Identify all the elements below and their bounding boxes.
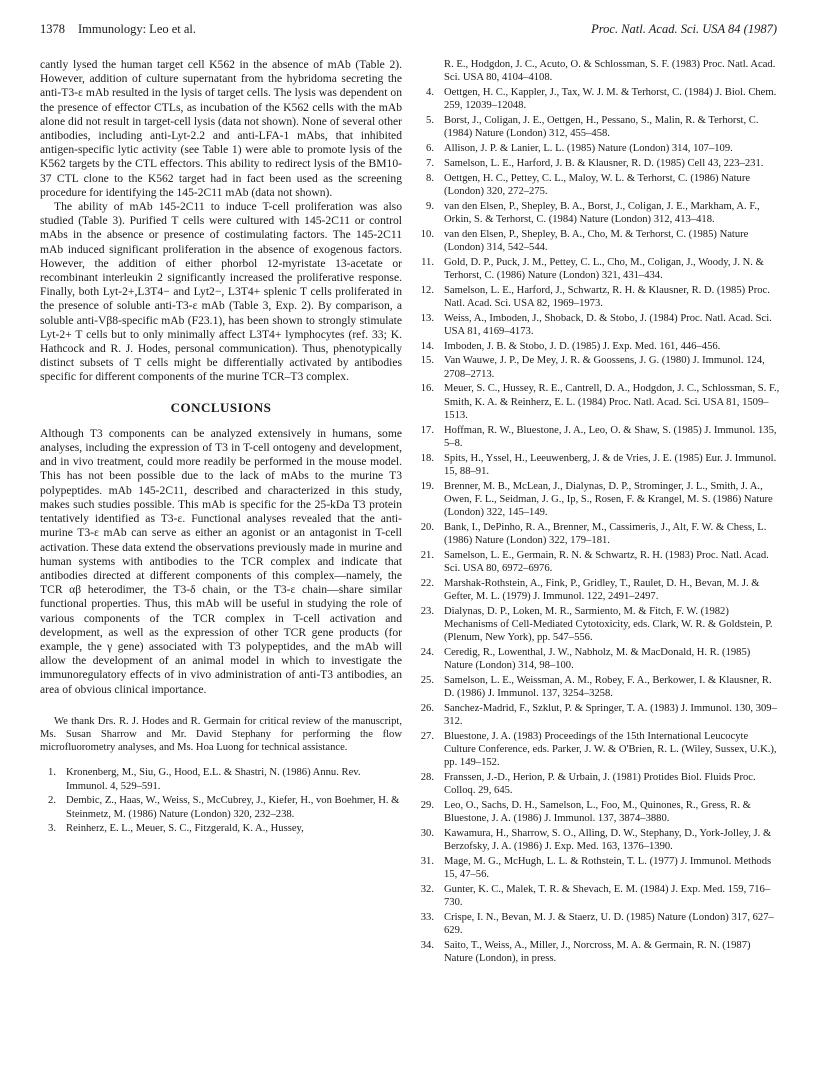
reference-item-continued: R. E., Hodgdon, J. C., Acuto, O. & Schlossman, S. F. (1983) Proc. Natl. Acad. Sci. USA 80, 4104–4108. bbox=[444, 59, 776, 84]
reference-item: 8. Oettgen, H. C., Pettey, C. L., Maloy, W. L. & Terhorst, C. (1986) Nature (London) 320, 272–275. bbox=[426, 172, 751, 197]
reference-item: 17. Hoffman, R. W., Bluestone, J. A., Leo, O. & Shaw, S. (1985) J. Immunol. 135, 5–8. bbox=[420, 424, 777, 449]
paragraph-conclusions: Although T3 components can be analyzed extensively in humans, some analyses, including the expression of T3 in T-cell ontogeny and development, and in vivo treatment, could more readily be performed in the mouse model. This has not been possible due to the lack of mAbs to the murine T3 polypeptides. mAb 145-2C11, described and characterized in this study, makes such studies possible. This mAb is specific for the 25-kDa T3 protein tentatively identified as T3-ε. Functional analyses revealed that the anti-murine T3-ε mAb can serve as either an agonist or an antagonist in T-cell activation. These data extend the observations previously made in murine and human systems with antibodies to the TCR complex and indicate that antibodies directed at different components of this complex—namely, the TCR αβ heterodimer, the T3-δ chain, or the T3-ε chain—share similar functional properties. Thus, this mAb will be useful in studying the role of various components of the TCR complex in T-cell activation and development, as well as the expression of other TCR gene products (for example, the γ gene) associated with T3 polypeptides, and the mAb will allow the development of an animal model in which to investigate the immunoregulatory effects of in vivo administration of anti-T3 antibodies, an area of obvious clinical importance. bbox=[40, 426, 402, 696]
reference-item: 18. Spits, H., Yssel, H., Leeuwenberg, J. & de Vries, J. E. (1985) Eur. J. Immunol. 15, 88–91. bbox=[420, 452, 777, 477]
reference-item: 12. Samelson, L. E., Harford, J., Schwartz, R. H. & Klausner, R. D. (1985) Proc. Natl. Acad. Sci. USA 82, 1969–1973. bbox=[420, 284, 770, 309]
paragraph-lysis: cantly lysed the human target cell K562 in the absence of mAb (Table 2). However, addition of culture supernatant from the hybridoma secreting the anti-T3-ε mAb resulted in the lysis of target cells. The lysis was dependent on the presence of effector CTLs, as incubation of the K562 cells with the mAb alone did not result in target-cell lysis (data not shown). None of several other antibodies, including anti-Lyt-2.2 and anti-LFA-1 mAbs, that inhibited antigen-specific lytic activity (see Table 1) were able to promote lysis of the K562 targets by the CTL effectors. This ability to redirect lysis of the BM10-37 CTL clone to the K562 target had in fact been used as the screening procedure for identifying the 145-2C11 mAb (data not shown). bbox=[40, 58, 402, 199]
conclusions-heading: CONCLUSIONS bbox=[170, 399, 272, 415]
reference-item: 15. Van Wauwe, J. P., De Mey, J. R. & Goossens, J. G. (1980) J. Immunol. 124, 2708–2713. bbox=[420, 355, 765, 380]
reference-item: 20. Bank, I., DePinho, R. A., Brenner, M., Cassimeris, J., Alt, F. W. & Chess, L. (1986) Nature (London) 322, 179–181. bbox=[420, 521, 767, 546]
reference-item: 4. Oettgen, H. C., Kappler, J., Tax, W. J. M. & Terhorst, C. (1984) J. Biol. Chem. 259, 12039–12048. bbox=[426, 87, 777, 112]
running-header bbox=[40, 22, 777, 42]
section-title: Immunology: Leo et al. bbox=[78, 22, 197, 36]
page-number: 1378 bbox=[40, 22, 65, 36]
reference-item: 23. Dialynas, D. P., Loken, M. R., Sarmiento, M. & Fitch, F. W. (1982) Mechanisms of Cell-Mediated Cytotoxicity, eds. Clark, W. R. & Goldstein, P. (Plenum, New York), pp. 547–556. bbox=[420, 605, 773, 644]
reference-item: 25. Samelson, L. E., Weissman, A. M., Robey, F. A., Berkower, I. & Klausner, R. D. (1986) J. Immunol. 137, 3254–3258. bbox=[420, 675, 772, 700]
left-column bbox=[40, 58, 402, 837]
reference-item: 32. Gunter, K. C., Malek, T. R. & Shevach, E. M. (1984) J. Exp. Med. 159, 716–730. bbox=[420, 884, 771, 909]
reference-item: 7. Samelson, L. E., Harford, J. B. & Klausner, R. D. (1985) Cell 43, 223–231. bbox=[426, 157, 764, 169]
reference-item: 14. Imboden, J. B. & Stobo, J. D. (1985) J. Exp. Med. 161, 446–456. bbox=[420, 340, 721, 352]
reference-item: 29. Leo, O., Sachs, D. H., Samelson, L., Foo, M., Quinones, R., Gress, R. & Bluestone, J. A. (1986) J. Immunol. 137, 3874–3880. bbox=[420, 800, 751, 825]
reference-item: 9. van den Elsen, P., Shepley, B. A., Borst, J., Coligan, J. E., Markham, A. F., Orkin, S. & Terhorst, C. (1984) Nature (London) 312, 413–418. bbox=[426, 200, 760, 225]
reference-item: 28. Franssen, J.-D., Herion, P. & Urbain, J. (1981) Protides Biol. Fluids Proc. Colloq. 29, 645. bbox=[420, 772, 756, 797]
acknowledgment: We thank Drs. R. J. Hodes and R. Germain for critical review of the manuscript, Ms. Susan Sharrow and Mr. David Stephany for performing the flow microfluorometry analyses, and Ms. Hoa Luong for technical assistance. bbox=[40, 715, 402, 754]
reference-list-left bbox=[40, 766, 402, 835]
right-column bbox=[418, 58, 780, 967]
reference-item: 3. Reinherz, E. L., Meuer, S. C., Fitzgerald, K. A., Hussey, bbox=[48, 823, 304, 835]
reference-item: 1. Kronenberg, M., Siu, G., Hood, E.L. & Shastri, N. (1986) Annu. Rev. Immunol. 4, 529–591. bbox=[48, 767, 361, 792]
reference-item: 16. Meuer, S. C., Hussey, R. E., Cantrell, D. A., Hodgdon, J. C., Schlossman, S. F., Smith, K. A. & Reinherz, E. L. (1984) Proc. Natl. Acad. Sci. USA 81, 1509–1513. bbox=[420, 383, 780, 421]
reference-item: 21. Samelson, L. E., Germain, R. N. & Schwartz, R. H. (1983) Proc. Natl. Acad. Sci. USA 80, 6972–6976. bbox=[420, 549, 769, 574]
reference-item: 27. Bluestone, J. A. (1983) Proceedings of the 15th International Leucocyte Culture Conference, eds. Parker, J. W. & O'Brien, R. L. (Wiley, Sussex, U.K.), pp. 149–152. bbox=[420, 731, 777, 769]
reference-item: 33. Crispe, I. N., Bevan, M. J. & Staerz, U. D. (1985) Nature (London) 317, 627–629. bbox=[420, 912, 774, 937]
reference-item: 10. van den Elsen, P., Shepley, B. A., Cho, M. & Terhorst, C. (1985) Nature (London) 314, 542–544. bbox=[420, 228, 749, 253]
reference-item: 13. Weiss, A., Imboden, J., Shoback, D. & Stobo, J. (1984) Proc. Natl. Acad. Sci. USA 81, 4169–4173. bbox=[420, 312, 772, 337]
reference-item: 19. Brenner, M. B., McLean, J., Dialynas, D. P., Strominger, J. L., Smith, J. A., Owen, F. L., Seidman, J. G., Ip, S., Rosen, F. & Krangel, M. S. (1986) Nature (London) 322, 145–149. bbox=[420, 480, 773, 518]
reference-item: 5. Borst, J., Coligan, J. E., Oettgen, H., Pessano, S., Malin, R. & Terhorst, C. (1984) Nature (London) 312, 455–458. bbox=[426, 115, 759, 140]
reference-item: 24. Ceredig, R., Lowenthal, J. W., Nabholz, M. & MacDonald, H. R. (1985) Nature (London) 314, 98–100. bbox=[420, 647, 751, 672]
reference-item: 11. Gold, D. P., Puck, J. M., Pettey, C. L., Cho, M., Coligan, J., Woody, J. N. & Terhorst, C. (1986) Nature (London) 321, 431–434. bbox=[421, 256, 764, 281]
paragraph-proliferation: The ability of mAb 145-2C11 to induce T-cell proliferation was also studied (Table 3). Purified T cells were cultured with 145-2C11 or control mAbs in the absence or presence of costimulating factors. The 145-2C11 mAb induced significant proliferation in the absence of exogenous factors. However, the addition of either phorbol 12-myristate 13-acetate or recombinant interleukin 2 significantly increased the proliferative response. Finally, both Lyt-2+,L3T4− and Lyt2−, L3T4+ splenic T cells proliferated in the presence of soluble anti-T3-ε mAb (Table 3, Exp. 2). By comparison, a soluble anti-Vβ8-specific mAb (F23.1), has been shown to strongly stimulate Lyt-2+ T cells but to only minimally affect L3T4+ lymphocytes (ref. 33; K. Hathcock and R. J. Hodes, personal communication). Thus, phenotypically distinct subsets of T cells might be differentially activated by antibodies specific for different components of the murine TCR–T3 complex. bbox=[40, 200, 402, 384]
reference-list-right bbox=[418, 58, 780, 966]
reference-item: 6. Allison, J. P. & Lanier, L. L. (1985) Nature (London) 314, 107–109. bbox=[426, 143, 733, 154]
reference-item: 31. Mage, M. G., McHugh, L. L. & Rothstein, T. L. (1977) J. Immunol. Methods 15, 47–56. bbox=[420, 856, 772, 881]
reference-item: 30. Kawamura, H., Sharrow, S. O., Alling, D. W., Stephany, D., York-Jolley, J. & Berzofsky, J. A. (1986) J. Exp. Med. 163, 1376–1390. bbox=[420, 828, 772, 853]
reference-item: 26. Sanchez-Madrid, F., Szklut, P. & Springer, T. A. (1983) J. Immunol. 130, 309–312. bbox=[420, 703, 777, 728]
reference-item: 34. Saito, T., Weiss, A., Miller, J., Norcross, M. A. & Germain, R. N. (1987) Nature (London), in press. bbox=[420, 940, 751, 965]
journal-citation: Proc. Natl. Acad. Sci. USA 84 (1987) bbox=[591, 22, 777, 36]
reference-item: 22. Marshak-Rothstein, A., Fink, P., Gridley, T., Raulet, D. H., Bevan, M. J. & Gefter, M. L. (1979) J. Immunol. 122, 2491–2497. bbox=[420, 577, 760, 602]
reference-item: 2. Dembic, Z., Haas, W., Weiss, S., McCubrey, J., Kiefer, H., von Boehmer, H. & Steinmetz, M. (1986) Nature (London) 320, 232–238. bbox=[48, 795, 400, 820]
